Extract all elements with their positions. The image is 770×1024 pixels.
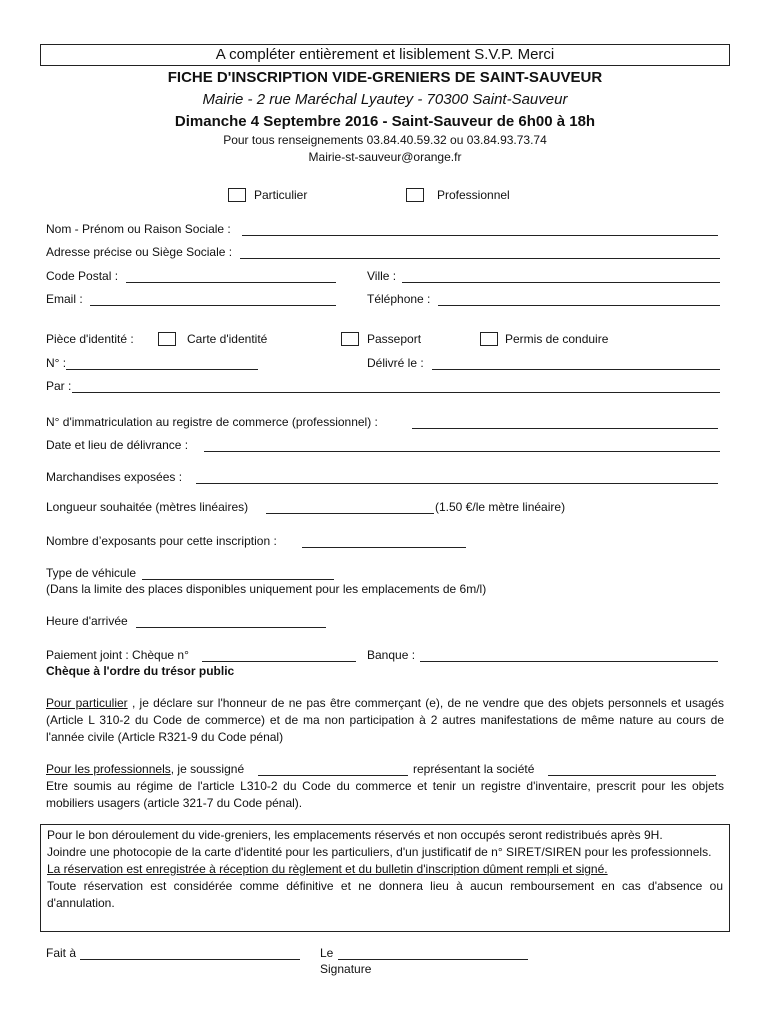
vehicule-label: Type de véhicule (46, 566, 137, 580)
event-date: Dimanche 4 Septembre 2016 - Saint-Sauveur de 6h00 à 18h (174, 113, 596, 130)
prix-metre-label: (1.50 €/le mètre linéaire) (435, 500, 566, 514)
email-field[interactable] (90, 305, 336, 306)
date-lieu-field[interactable] (204, 451, 720, 452)
adresse-field[interactable] (240, 258, 720, 259)
particulier-checkbox[interactable] (228, 188, 246, 202)
par-label: Par : (46, 379, 72, 393)
marchandises-field[interactable] (196, 483, 718, 484)
numero-label: N° : (46, 356, 67, 370)
cheque-ordre-note: Chèque à l'ordre du trésor public (46, 664, 235, 678)
conditions-line-4: Toute réservation est considérée comme définitive et ne donnera lieu à aucun remboursement en cas d'absence ou d'annulation. (47, 879, 723, 910)
code-postal-field[interactable] (126, 282, 336, 283)
fill-notice-box (40, 44, 730, 66)
mairie-address: Mairie - 2 rue Maréchal Lyautey - 70300 Saint-Sauveur (202, 91, 568, 108)
particulier-declaration (46, 695, 724, 746)
carte-identite-label: Carte d'identité (187, 332, 268, 346)
permis-label: Permis de conduire (505, 332, 609, 346)
particulier-text: , je déclare sur l'honneur de ne pas être commerçant (e), de ne vendre que des objets personnels et usagés (Article L 310-2 du Code de commerce) et de ma non participation à 2 autres manifestations de même nature au cours de l'année civile (Article R321-9 du Code pénal) (46, 696, 724, 744)
soussigne-field[interactable] (258, 775, 408, 776)
email-label: Email : (46, 292, 83, 306)
particulier-lead: Pour particulier (46, 696, 128, 710)
cheque-numero-field[interactable] (202, 661, 356, 662)
immatriculation-label: N° d'immatriculation au registre de commerce (professionnel) : (46, 415, 378, 429)
info-phone: Pour tous renseignements 03.84.40.59.32 ou 03.84.93.73.74 (223, 133, 547, 147)
vehicule-field[interactable] (142, 579, 334, 580)
longueur-field[interactable] (266, 513, 434, 514)
societe-field[interactable] (548, 775, 716, 776)
banque-field[interactable] (420, 661, 718, 662)
delivre-label: Délivré le : (367, 356, 424, 370)
particulier-label: Particulier (254, 188, 308, 202)
nombre-exposants-label: Nombre d’exposants pour cette inscription : (46, 534, 277, 548)
professionnel-label: Professionnel (437, 188, 510, 202)
passeport-label: Passeport (367, 332, 422, 346)
immatriculation-field[interactable] (412, 428, 718, 429)
le-date-field[interactable] (338, 959, 528, 960)
adresse-label: Adresse précise ou Siège Sociale : (46, 245, 233, 259)
marchandises-label: Marchandises exposées : (46, 470, 183, 484)
heure-arrivee-label: Heure d'arrivée (46, 614, 128, 628)
telephone-field[interactable] (438, 305, 720, 306)
soussigne-label: , je soussigné (170, 762, 245, 776)
conditions-box (40, 824, 730, 932)
permis-checkbox[interactable] (480, 332, 498, 346)
professionnels-text: Etre soumis au régime de l'article L310-2 du Code du commerce et tenir un registre d'inventaire, prescrit pour les objets mobiliers usagers (article 321-7 du Code pénal). (46, 779, 724, 810)
fill-notice: A compléter entièrement et lisiblement S.V.P. Merci (215, 46, 555, 63)
banque-label: Banque : (367, 648, 416, 662)
par-field[interactable] (72, 392, 720, 393)
nom-label: Nom - Prénom ou Raison Sociale : (46, 222, 231, 236)
conditions-line-1: Pour le bon déroulement du vide-greniers, les emplacements réservés et non occupés seront redistribués après 9H. (47, 828, 663, 842)
carte-identite-checkbox[interactable] (158, 332, 176, 346)
professionnel-checkbox[interactable] (406, 188, 424, 202)
contact-email: Mairie-st-sauveur@orange.fr (308, 150, 462, 164)
representant-label: représentant la société (413, 762, 535, 776)
longueur-label: Longueur souhaitée (mètres linéaires) (46, 500, 249, 514)
heure-arrivee-field[interactable] (136, 627, 326, 628)
fait-a-field[interactable] (80, 959, 300, 960)
le-label: Le (320, 946, 334, 960)
delivre-field[interactable] (432, 369, 720, 370)
code-postal-label: Code Postal : (46, 269, 119, 283)
professionnels-lead: Pour les professionnels (46, 762, 171, 776)
telephone-label: Téléphone : (367, 292, 431, 306)
conditions-line-2: Joindre une photocopie de la carte d'identité pour les particuliers, d'un justificatif de n° SIRET/SIREN pour les professionnels. (47, 845, 712, 859)
numero-field[interactable] (66, 369, 258, 370)
ville-label: Ville : (367, 269, 397, 283)
ville-field[interactable] (402, 282, 720, 283)
piece-identite-label: Pièce d'identité : (46, 332, 134, 346)
signature-label: Signature (320, 962, 372, 976)
nombre-exposants-field[interactable] (302, 547, 466, 548)
professionnels-row (46, 762, 244, 776)
fait-a-label: Fait à (46, 946, 77, 960)
paiement-label: Paiement joint : Chèque n° (46, 648, 189, 662)
vehicule-note: (Dans la limite des places disponibles uniquement pour les emplacements de 6m/l) (46, 582, 487, 596)
passeport-checkbox[interactable] (341, 332, 359, 346)
nom-field[interactable] (242, 235, 718, 236)
conditions-line-3: La réservation est enregistrée à réception du règlement et du bulletin d'inscription dûment rempli et signé. (47, 862, 608, 876)
date-lieu-label: Date et lieu de délivrance : (46, 438, 189, 452)
form-title: FICHE D'INSCRIPTION VIDE-GRENIERS DE SAINT-SAUVEUR (167, 69, 603, 86)
